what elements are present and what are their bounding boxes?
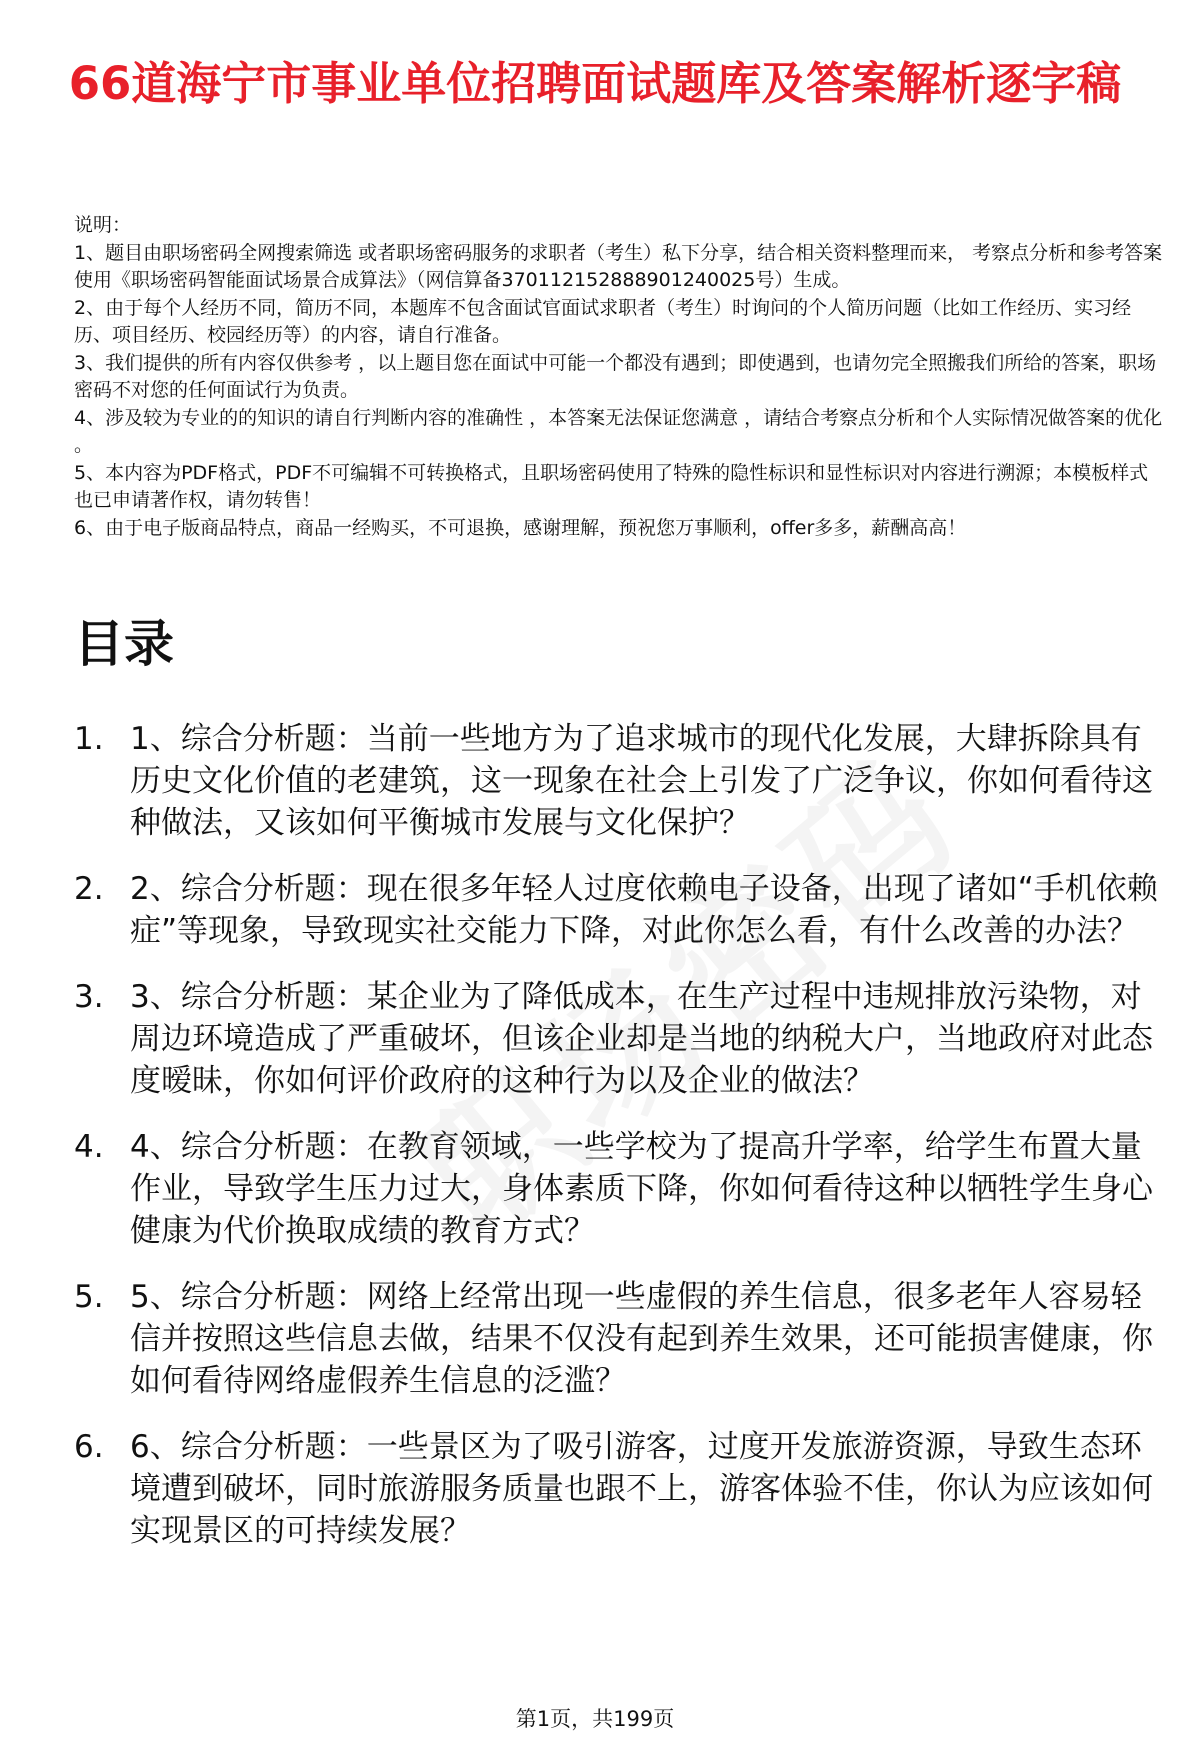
document-title: 66道海宁市事业单位招聘面试题库及答案解析逐字稿 bbox=[68, 57, 1122, 110]
toc-item[interactable] bbox=[74, 976, 1164, 1102]
toc-item[interactable] bbox=[74, 1126, 1164, 1252]
toc-item-number: 2. bbox=[74, 871, 104, 907]
toc-item[interactable] bbox=[74, 1276, 1164, 1402]
toc-item-text: 1、综合分析题：当前一些地方为了追求城市的现代化发展，大肆拆除具有历史文化价值的老建筑，这一现象在社会上引发了广泛争议，你如何看待这种做法，又该如何平衡城市发展与文化保护？ bbox=[130, 721, 1153, 841]
toc-item[interactable] bbox=[74, 868, 1164, 952]
toc-list bbox=[74, 718, 1164, 1576]
page-footer: 第1页，共199页 bbox=[515, 1707, 675, 1731]
toc-item-text: 3、综合分析题：某企业为了降低成本，在生产过程中违规排放污染物，对周边环境造成了严重破坏，但该企业却是当地的纳税大户，当地政府对此态度暧昧，你如何评价政府的这种行为以及企业的做法？ bbox=[130, 979, 1153, 1099]
note-item: 5、本内容为PDF格式，PDF不可编辑不可转换格式，且职场密码使用了特殊的隐性标识和显性标识对内容进行溯源；本模板样式也已申请著作权，请勿转售！ bbox=[74, 461, 1149, 511]
toc-item-text: 6、综合分析题：一些景区为了吸引游客，过度开发旅游资源，导致生态环境遭到破坏，同时旅游服务质量也跟不上，游客体验不佳，你认为应该如何实现景区的可持续发展？ bbox=[130, 1429, 1153, 1549]
notes-section bbox=[74, 212, 1164, 542]
toc-item-number: 3. bbox=[74, 979, 104, 1015]
toc-item-text: 2、综合分析题：现在很多年轻人过度依赖电子设备，出现了诸如“手机依赖症”等现象，导致现实社交能力下降，对此你怎么看，有什么改善的办法？ bbox=[130, 871, 1158, 949]
toc-item-number: 4. bbox=[74, 1129, 104, 1165]
toc-item[interactable] bbox=[74, 1426, 1164, 1552]
note-item: 3、我们提供的所有内容仅供参考 ，以上题目您在面试中可能一个都没有遇到；即使遇到，也请勿完全照搬我们所给的答案，职场密码不对您的任何面试行为负责。 bbox=[74, 351, 1157, 401]
note-item: 1、题目由职场密码全网搜索筛选 或者职场密码服务的求职者（考生）私下分享，结合相关资料整理而来， 考察点分析和参考答案使用《职场密码智能面试场景合成算法》（网信算备370112152888901240025号）生成。 bbox=[74, 241, 1163, 291]
note-item: 4、涉及较为专业的的知识的请自行判断内容的准确性 ，本答案无法保证您满意 ，请结合考察点分析和个人实际情况做答案的优化 。 bbox=[74, 406, 1163, 456]
toc-item[interactable] bbox=[74, 718, 1164, 844]
toc-item-number: 6. bbox=[74, 1429, 104, 1465]
toc-item-number: 1. bbox=[74, 721, 104, 757]
toc-item-number: 5. bbox=[74, 1279, 104, 1315]
notes-heading: 说明： bbox=[74, 214, 132, 236]
toc-heading: 目录 bbox=[74, 615, 174, 673]
note-item: 2、由于每个人经历不同，简历不同，本题库不包含面试官面试求职者（考生）时询问的个人简历问题（比如工作经历、实习经历、项目经历、校园经历等）的内容，请自行准备。 bbox=[74, 296, 1132, 346]
toc-item-text: 4、综合分析题：在教育领域，一些学校为了提高升学率，给学生布置大量作业，导致学生压力过大，身体素质下降，你如何看待这种以牺牲学生身心健康为代价换取成绩的教育方式？ bbox=[130, 1129, 1153, 1249]
note-item: 6、由于电子版商品特点，商品一经购买，不可退换，感谢理解，预祝您万事顺利，offer多多，薪酬高高！ bbox=[74, 516, 967, 539]
toc-item-text: 5、综合分析题：网络上经常出现一些虚假的养生信息，很多老年人容易轻信并按照这些信息去做，结果不仅没有起到养生效果，还可能损害健康，你如何看待网络虚假养生信息的泛滥？ bbox=[130, 1279, 1153, 1399]
